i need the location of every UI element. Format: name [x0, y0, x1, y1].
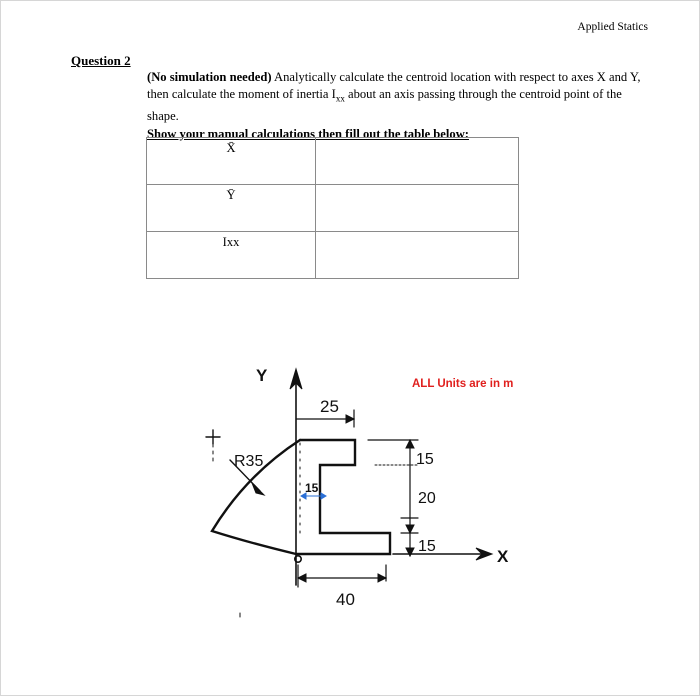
table-row	[147, 138, 519, 185]
answer-table	[146, 137, 519, 279]
table-row	[147, 232, 519, 279]
dim-right-mid-label: 20	[418, 490, 436, 507]
shape-figure	[190, 355, 530, 620]
question-text-2: about an axis passing through the centroid point of the shape.	[147, 87, 622, 124]
shape-outline	[296, 440, 390, 554]
question-text-1: Analytically calculate the centroid location with respect to axes X and Y, then calculate the moment of inertia I	[147, 70, 641, 102]
units-note: ALL Units are in m	[412, 378, 514, 390]
dim-bottom-label: 40	[336, 590, 355, 609]
instruction: Show your manual calculations then fill out the table below:	[147, 126, 469, 141]
lead-bold: (No simulation needed)	[147, 70, 272, 84]
answer-cell-x-bar[interactable]	[316, 138, 519, 185]
dim-radius-label: R35	[234, 453, 264, 470]
x-axis-label: X	[497, 547, 509, 566]
page-header: Applied Statics	[577, 21, 648, 33]
question-title: Question 2	[71, 53, 131, 68]
y-axis-label: Y	[256, 366, 268, 385]
answer-cell-y-bar[interactable]	[316, 185, 519, 232]
radius-arrow	[252, 483, 264, 495]
answer-cell-ixx[interactable]	[316, 232, 519, 279]
label-y-bar: Ȳ	[147, 185, 316, 232]
question-body	[147, 69, 652, 143]
dim-right-top-label: 15	[416, 451, 434, 468]
subscript: xx	[335, 93, 345, 104]
dim-top-label: 25	[320, 397, 339, 416]
table-row	[147, 185, 519, 232]
label-ixx: Ixx	[147, 232, 316, 279]
label-x-bar: X̄	[147, 138, 316, 185]
dim-right-bottom-label: 15	[418, 538, 436, 555]
dim-gap-label: 15	[305, 481, 319, 495]
